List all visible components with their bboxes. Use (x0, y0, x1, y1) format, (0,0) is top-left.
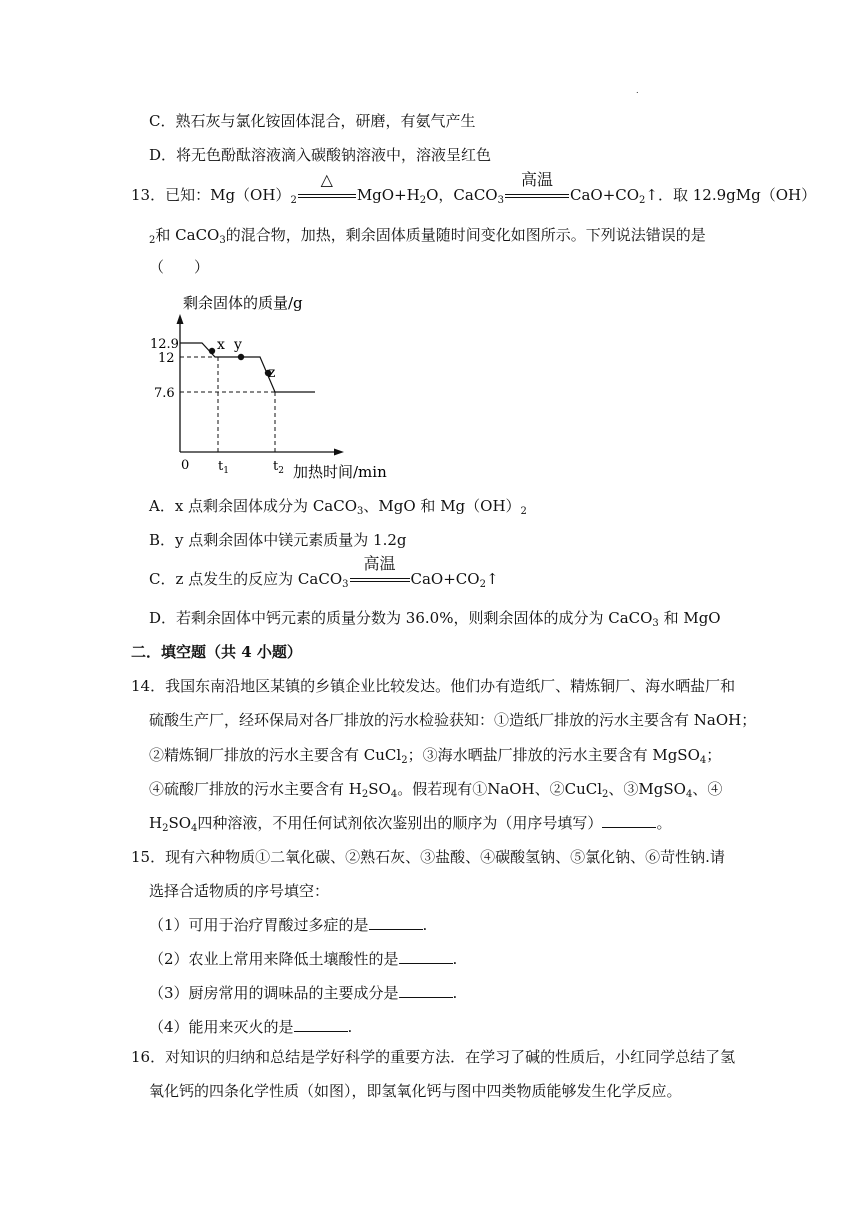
answer-blank (369, 915, 423, 930)
q13-option-a: A．x 点剩余固体成分为 CaCO$_3$、MgO 和 $Mg(OH)_2$ (149, 497, 527, 517)
answer-blank (399, 983, 453, 998)
x-axis-label: 加热时间/min (293, 463, 387, 481)
q15-line-2: 选择合适物质的序号填空： (149, 882, 330, 900)
heat-condition: △ (298, 184, 356, 206)
q15-sub-2: （2）农业上常用来降低土壤酸性的是 . (149, 950, 458, 968)
y-tick-12_9: 12.9 (150, 337, 179, 352)
q13-line-3: （ ） (149, 258, 210, 276)
q14-line-5: $H_2SO_4$四种溶液，不用任何试剂依次鉴别出的顺序为（用序号填写） 。 (149, 814, 672, 834)
x-tick-t1: $t_1$ (218, 459, 229, 476)
q13-line-2: $_2$和 CaCO$_3$的混合物，加热，剩余固体质量随时间变化如图所示。下列说法错误的是 (149, 226, 706, 246)
high-temp-condition-2: 高温 (350, 568, 410, 590)
q13-option-d: D．若剩余固体中钙元素的质量分数为 36.0%，则剩余固体的成分为 CaCO$_3$ 和 MgO (149, 609, 721, 629)
q15-sub-1: （1）可用于治疗胃酸过多症的是 . (149, 916, 428, 934)
q12-option-d: D．将无色酚酞溶液滴入碳酸钠溶液中，溶液呈红色 (149, 146, 492, 164)
x-axis-arrow (334, 449, 344, 456)
q15-sub-3: （3）厨房常用的调味品的主要成分是 . (149, 984, 458, 1002)
high-temp-condition: 高温 (505, 184, 569, 206)
y-tick-7_6: 7.6 (154, 386, 175, 401)
answer-blank (602, 813, 656, 828)
answer-blank (399, 949, 453, 964)
y-axis-arrow (177, 314, 184, 324)
point-label-x: x (217, 337, 225, 353)
section-heading: 二．填空题（共 4 小题） (131, 643, 302, 661)
q14-line-4: ④硫酸厂排放的污水主要含有 $H_2SO_4$。假若现有①NaOH、②CuCl$_2$、③MgSO$_4$、④ (149, 780, 723, 800)
origin-label: 0 (181, 458, 190, 473)
q14-line-1: 14．我国东南沿地区某镇的乡镇企业比较发达。他们办有造纸厂、精炼铜厂、海水晒盐厂和 (131, 677, 736, 695)
q14-line-3: ②精炼铜厂排放的污水主要含有 CuCl$_2$；③海水晒盐厂排放的污水主要含有 MgSO$_4$； (149, 746, 722, 766)
point-x (209, 348, 215, 354)
x-tick-t2: $t_2$ (273, 459, 284, 476)
q16-line-1: 16．对知识的归纳和总结是学好科学的重要方法．在学习了碱的性质后，小红同学总结了氢 (131, 1048, 736, 1066)
q14-line-2: 硫酸生产厂，经环保局对各厂排放的污水检验获知：①造纸厂排放的污水主要含有 NaOH； (149, 711, 757, 729)
y-axis-label: 剩余固体的质量/g (183, 294, 303, 312)
point-label-z: z (268, 365, 276, 381)
header-dot: . (636, 86, 639, 95)
q15-sub-4: （4）能用来灭火的是 . (149, 1018, 353, 1036)
q13-option-b: B．y 点剩余固体中镁元素质量为 1.2g (149, 531, 407, 549)
q16-line-2: 氧化钙的四条化学性质（如图），即氢氧化钙与图中四类物质能够发生化学反应。 (149, 1082, 682, 1100)
y-tick-12: 12 (158, 351, 175, 366)
point-y (238, 354, 244, 360)
mass-time-chart (150, 292, 420, 482)
q13-option-c: C．z 点发生的反应为 CaCO$_3$ 高温 $CaO+CO_2↑$ (149, 554, 499, 590)
series-line (180, 343, 315, 392)
q13-line-1: 13．已知：$Mg(OH)_2$ △ $MgO+H_2O$，CaCO$_3$ 高温 $CaO+CO_2↑$．取 12.9gMg（OH） (131, 170, 817, 206)
answer-blank (294, 1017, 348, 1032)
q15-line-1: 15．现有六种物质①二氧化碳、②熟石灰、③盐酸、④碳酸氢钠、⑤氯化钠、⑥苛性钠.请 (131, 848, 725, 866)
point-label-y: y (234, 337, 242, 353)
q12-option-c: C．熟石灰与氯化铵固体混合，研磨，有氨气产生 (149, 112, 476, 130)
